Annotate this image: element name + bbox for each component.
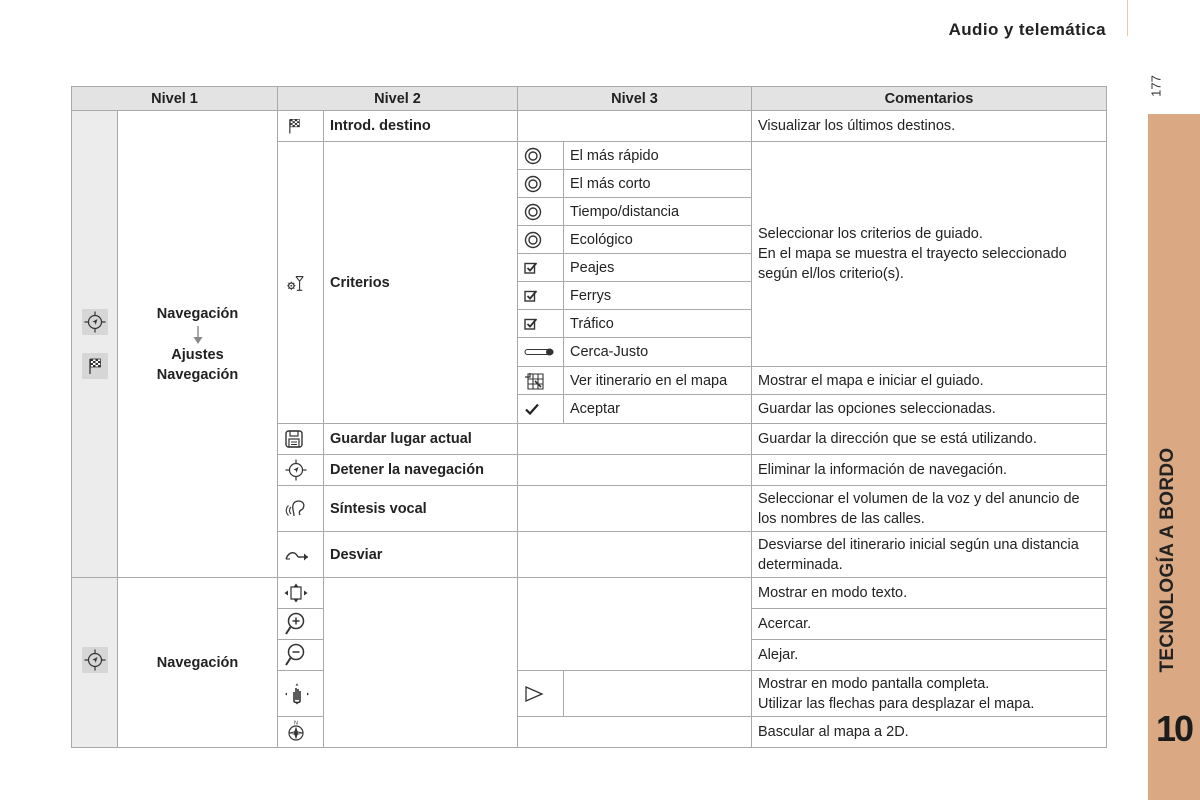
checkmark-icon	[524, 402, 540, 416]
level2-icon-cell	[278, 486, 324, 532]
text-mode-arrows-icon	[284, 583, 308, 603]
table-row	[72, 111, 1107, 142]
radio-target-icon	[524, 175, 542, 193]
level3-icon-cell	[518, 170, 564, 198]
radio-target-icon	[524, 147, 542, 165]
checkbox-checked-icon	[524, 289, 538, 303]
level3-icon-cell	[518, 310, 564, 338]
save-disk-icon	[284, 429, 304, 449]
header-row	[72, 87, 1107, 111]
level2-icon-cell	[278, 111, 324, 142]
comment-cell	[752, 671, 1107, 717]
top-rule	[1127, 0, 1128, 36]
level3-label: Peajes	[564, 254, 752, 282]
level2-icon-cell	[278, 717, 324, 748]
level1-label-navegacion-2: Navegación	[156, 366, 239, 383]
level2-icon-cell	[278, 578, 324, 609]
level2-icon-cell	[278, 640, 324, 671]
zoom-out-icon	[284, 643, 306, 667]
comment-cell	[752, 486, 1107, 532]
radio-target-icon	[524, 231, 542, 249]
menu-table	[71, 86, 1107, 748]
level3-empty	[518, 578, 752, 671]
level2-label: Desviar	[324, 532, 518, 578]
level1-label-cell	[118, 111, 278, 578]
level3-empty	[518, 717, 752, 748]
comment-line: determinada.	[758, 556, 843, 573]
level1-label-navegacion: Navegación	[156, 305, 239, 322]
level3-label: El más rápido	[564, 142, 752, 170]
comment-line: Utilizar las flechas para desplazar el mapa.	[758, 695, 1035, 712]
comment-cell: Eliminar la información de navegación.	[752, 455, 1107, 486]
voice-synthesis-icon	[284, 497, 308, 521]
level3-empty	[564, 671, 752, 717]
detour-icon	[284, 547, 310, 563]
level3-icon-cell	[518, 671, 564, 717]
comment-cell: Guardar las opciones seleccionadas.	[752, 395, 1107, 424]
page-number: 177	[1148, 75, 1164, 97]
comment-cell: Mostrar el mapa e iniciar el guiado.	[752, 367, 1107, 395]
chapter-number: 10	[1155, 708, 1193, 749]
level3-empty	[518, 111, 752, 142]
radio-target-icon	[524, 203, 542, 221]
chapter-title: TECNOLOGÍA A BORDO	[1157, 447, 1178, 673]
navigation-target-icon	[82, 647, 108, 673]
level2-label: Introd. destino	[324, 111, 518, 142]
level2-icon-cell	[278, 532, 324, 578]
criteria-icon	[284, 272, 306, 294]
comment-cell: Mostrar en modo texto.	[752, 578, 1107, 609]
level1-label: Navegación	[118, 578, 278, 748]
comment-line: Mostrar en modo pantalla completa.	[758, 675, 990, 692]
level3-label: Aceptar	[564, 395, 752, 424]
comment-line: según el/los criterio(s).	[758, 266, 904, 282]
table-row	[72, 578, 1107, 609]
pan-hand-icon	[284, 683, 310, 705]
header-comentarios: Comentarios	[752, 87, 1107, 111]
compass-icon	[284, 719, 308, 745]
level3-empty	[518, 486, 752, 532]
level2-icon-cell	[278, 455, 324, 486]
comment-cell: Alejar.	[752, 640, 1107, 671]
comment-cell	[752, 142, 1107, 367]
play-triangle-icon	[524, 685, 544, 703]
level2-label: Síntesis vocal	[324, 486, 518, 532]
comment-line: Desviarse del itinerario inicial según una distancia	[758, 536, 1079, 553]
comment-cell: Acercar.	[752, 609, 1107, 640]
level3-label: Ferrys	[564, 282, 752, 310]
level3-label: Ver itinerario en el mapa	[564, 367, 752, 395]
comment-cell: Bascular al mapa a 2D.	[752, 717, 1107, 748]
level3-icon-cell	[518, 367, 564, 395]
header-nivel-2: Nivel 2	[278, 87, 518, 111]
level3-label: El más corto	[564, 170, 752, 198]
comment-cell: Guardar la dirección que se está utilizando.	[752, 424, 1107, 455]
level1-label-ajustes: Ajustes	[171, 346, 224, 363]
comment-cell	[752, 532, 1107, 578]
svg-text:N: N	[294, 720, 298, 727]
checkbox-checked-icon	[524, 261, 538, 275]
navigation-target-icon	[82, 309, 108, 335]
level3-empty	[518, 424, 752, 455]
checkered-flag-icon	[284, 116, 304, 136]
level3-icon-cell	[518, 282, 564, 310]
comment-cell: Visualizar los últimos destinos.	[752, 111, 1107, 142]
level3-label: Tráfico	[564, 310, 752, 338]
level3-icon-cell	[518, 142, 564, 170]
level2-empty	[324, 578, 518, 748]
level2-label: Criterios	[324, 142, 518, 424]
comment-line: En el mapa se muestra el trayecto seleccionado	[758, 246, 1067, 262]
slider-icon	[524, 346, 556, 358]
level1-icon-cell	[72, 578, 118, 748]
header-nivel-3: Nivel 3	[518, 87, 752, 111]
level2-icon-cell	[278, 142, 324, 424]
header-nivel-1: Nivel 1	[72, 87, 278, 111]
level2-icon-cell	[278, 424, 324, 455]
level3-icon-cell	[518, 198, 564, 226]
level3-label: Ecológico	[564, 226, 752, 254]
level3-icon-cell	[518, 254, 564, 282]
zoom-in-icon	[284, 612, 306, 636]
comment-line: Seleccionar el volumen de la voz y del anuncio de	[758, 490, 1080, 507]
level2-label: Guardar lugar actual	[324, 424, 518, 455]
checkered-flag-icon	[82, 353, 108, 379]
level2-icon-cell	[278, 671, 324, 717]
level2-icon-cell	[278, 609, 324, 640]
arrow-down-icon	[192, 325, 204, 345]
level2-label: Detener la navegación	[324, 455, 518, 486]
level1-icon-cell	[72, 111, 118, 578]
comment-line: Seleccionar los criterios de guiado.	[758, 226, 983, 242]
level3-empty	[518, 532, 752, 578]
section-title: Audio y telemática	[948, 20, 1106, 39]
level3-icon-cell	[518, 338, 564, 367]
level3-label: Cerca-Justo	[564, 338, 752, 367]
level3-icon-cell	[518, 226, 564, 254]
level3-label: Tiempo/distancia	[564, 198, 752, 226]
navigation-target-icon	[284, 458, 308, 482]
level3-icon-cell	[518, 395, 564, 424]
checkbox-checked-icon	[524, 317, 538, 331]
comment-line: los nombres de las calles.	[758, 510, 925, 527]
level3-empty	[518, 455, 752, 486]
map-grid-icon	[524, 371, 546, 391]
